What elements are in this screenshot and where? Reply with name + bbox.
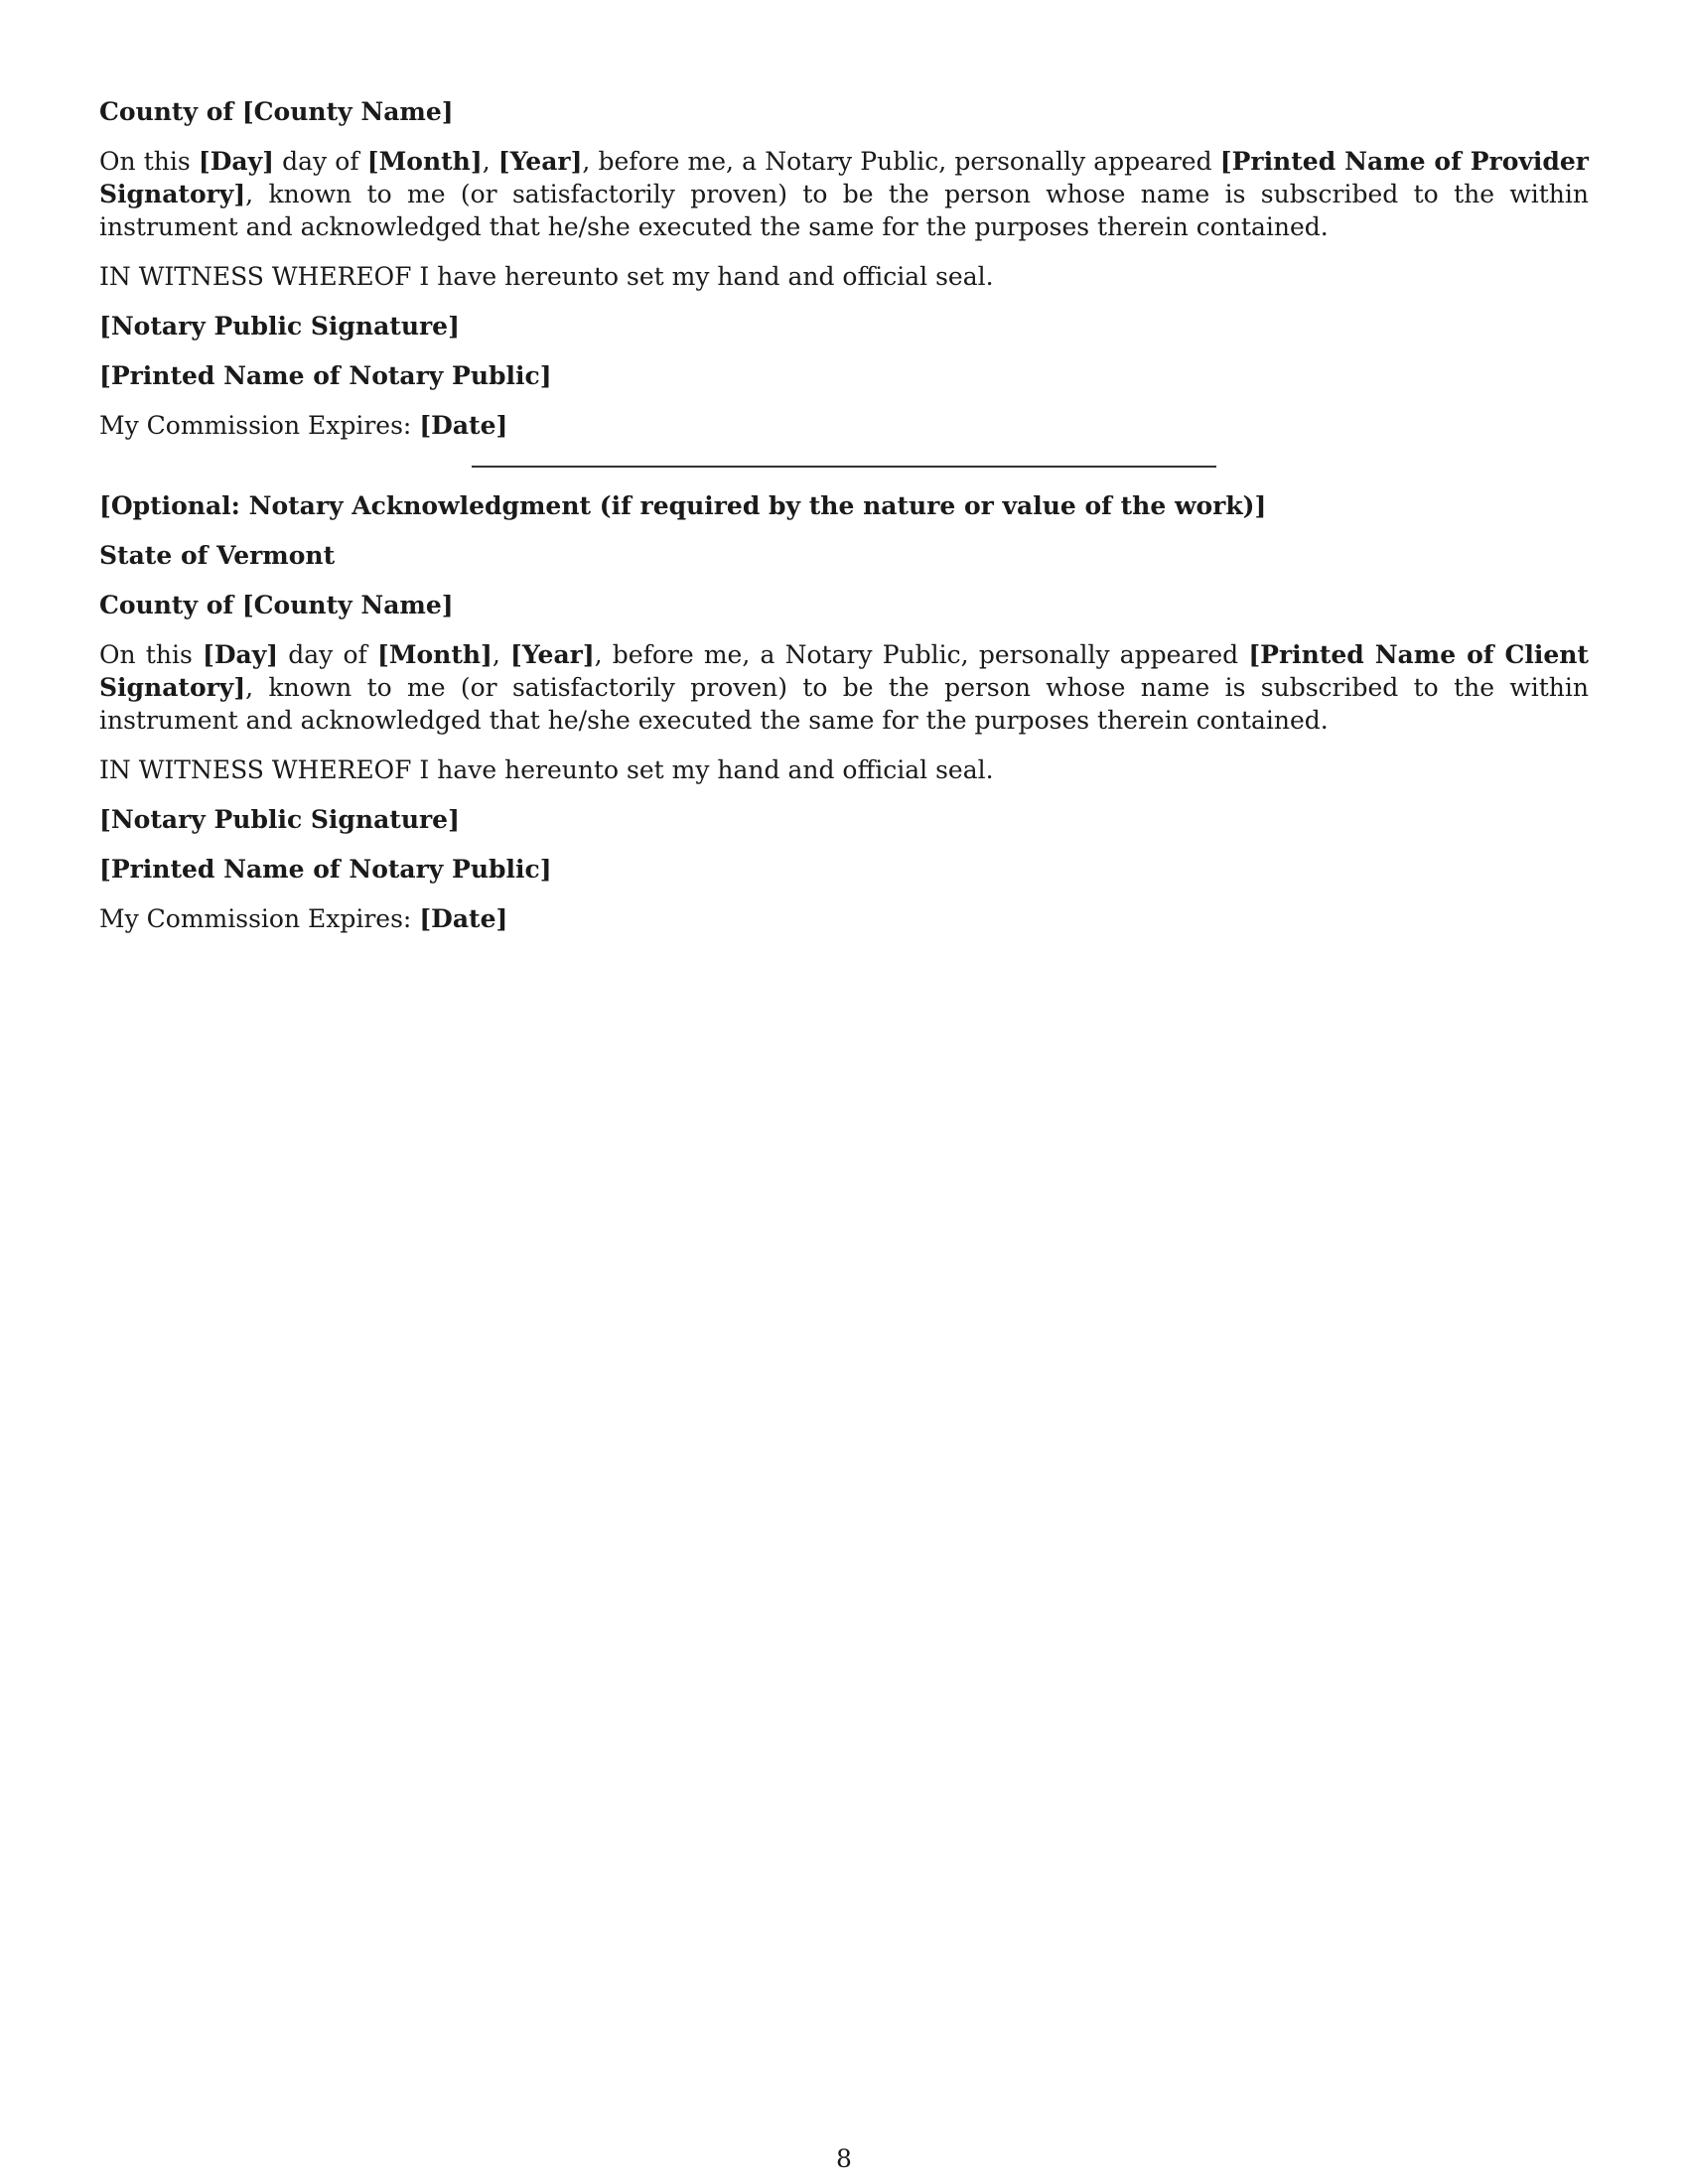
acknowledgment-rest-text: , known to me (or satisfactorily proven) to be the person whose name is subscribed to the within instrument and acknowledged that he/she executed the same for the purposes therein contained.: [99, 180, 1589, 241]
commission-date-placeholder: [Date]: [419, 411, 508, 440]
provider-signatory-placeholder: [Printed Name of Provider Signatory]: [99, 147, 1589, 208]
witness-statement-1: IN WITNESS WHEREOF I have hereunto set my hand and official seal.: [99, 262, 994, 291]
notary-name-placeholder-1: [Printed Name of Notary Public]: [99, 361, 552, 390]
day-placeholder: [Day]: [198, 147, 274, 176]
commission-expires-1: [99, 409, 1589, 442]
commission-expires-2: [99, 902, 1589, 935]
on-this-text: On this: [99, 640, 203, 669]
comma-text: ,: [492, 640, 511, 669]
commission-label: My Commission Expires:: [99, 904, 420, 933]
county-heading-1: County of [County Name]: [99, 97, 454, 126]
optional-notary-heading: [Optional: Notary Acknowledgment (if required by the nature or value of the work)]: [99, 491, 1267, 520]
commission-label: My Commission Expires:: [99, 411, 420, 440]
comma-text: ,: [482, 147, 498, 176]
witness-statement-2: IN WITNESS WHEREOF I have hereunto set my hand and official seal.: [99, 755, 994, 784]
on-this-text: On this: [99, 147, 199, 176]
document-page: [99, 95, 1589, 952]
notary-name-placeholder-2: [Printed Name of Notary Public]: [99, 855, 552, 884]
acknowledgment-paragraph-1: [99, 145, 1589, 243]
year-placeholder: [Year]: [510, 640, 595, 669]
client-signatory-placeholder: [Printed Name of Client Signatory]: [99, 640, 1589, 702]
state-heading: State of Vermont: [99, 541, 336, 570]
year-placeholder: [Year]: [497, 147, 583, 176]
notary-signature-placeholder-2: [Notary Public Signature]: [99, 805, 460, 834]
month-placeholder: [Month]: [366, 147, 483, 176]
county-heading-2: County of [County Name]: [99, 591, 454, 619]
commission-date-placeholder: [Date]: [419, 904, 508, 933]
before-me-text: , before me, a Notary Public, personally appeared: [594, 640, 1249, 669]
notary-signature-placeholder-1: [Notary Public Signature]: [99, 312, 460, 341]
day-of-text: day of: [278, 640, 377, 669]
before-me-text: , before me, a Notary Public, personally appeared: [582, 147, 1220, 176]
section-divider: [472, 466, 1216, 468]
day-of-text: day of: [273, 147, 367, 176]
month-placeholder: [Month]: [376, 640, 492, 669]
page-number: 8: [836, 2144, 852, 2173]
acknowledgment-rest-text: , known to me (or satisfactorily proven) to be the person whose name is subscribed to the within instrument and acknowledged that he/she executed the same for the purposes therein contained.: [99, 673, 1589, 735]
acknowledgment-paragraph-2: [99, 638, 1589, 737]
day-placeholder: [Day]: [202, 640, 279, 669]
